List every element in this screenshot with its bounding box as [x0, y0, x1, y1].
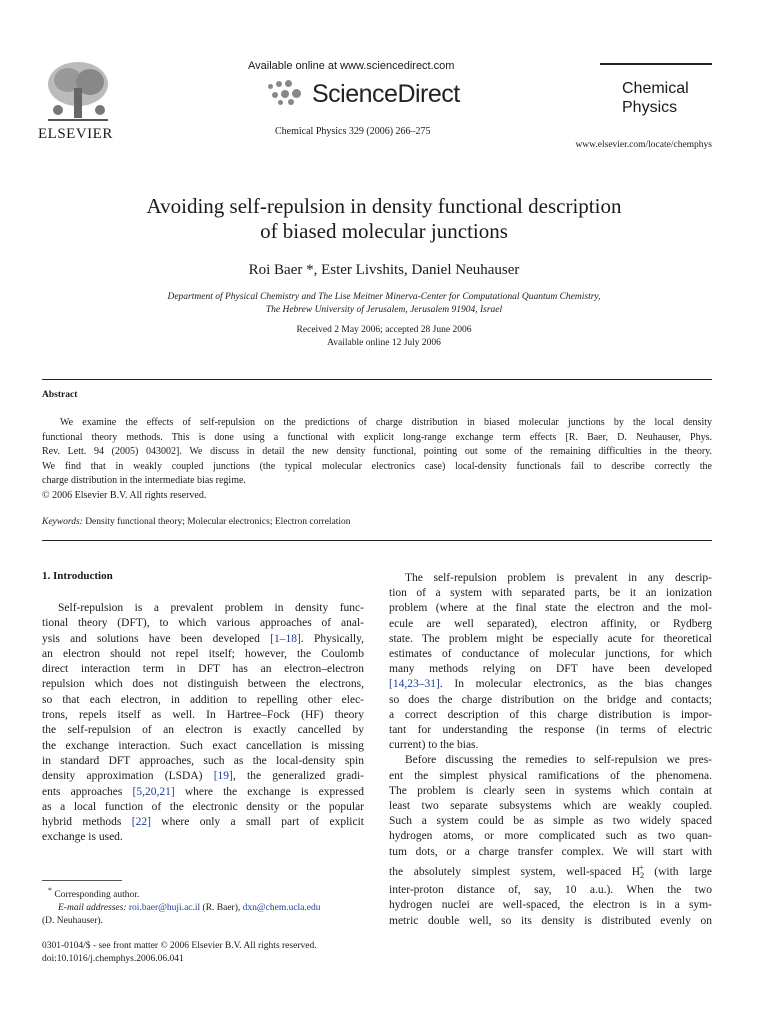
article-title-line2: of biased molecular junctions	[260, 219, 508, 243]
body-line: the absolutely simplest system, well-spaced $H_2^+$ (with large	[389, 862, 712, 880]
abstract-line: charge distribution in the intermediate bias regime.	[42, 475, 246, 486]
corresponding-label: Corresponding author.	[54, 890, 140, 901]
left-column-body	[42, 601, 364, 846]
available-date: Available online 12 July 2006	[327, 338, 441, 348]
body-line: as a local function of the electronic density or the popular	[42, 800, 364, 813]
doi-line: doi:10.1016/j.chemphys.2006.06.041	[42, 954, 184, 964]
journal-rule	[600, 63, 712, 65]
abstract-body	[42, 416, 712, 503]
article-title-line1: Avoiding self-repulsion in density functional description	[146, 194, 622, 218]
section-heading: 1. Introduction	[42, 570, 113, 582]
citation-link[interactable]: [14,23–31]	[389, 678, 440, 691]
citation-link[interactable]: [22]	[131, 816, 151, 829]
body-line: estimates of conductance of molecular junctions, for which	[389, 648, 712, 661]
email-link-neuhauser[interactable]: dxn@chem.ucla.edu	[242, 903, 321, 914]
body-line: direct interaction term in DFT has an electron–electron	[42, 663, 364, 676]
abstract-copyright: © 2006 Elsevier B.V. All rights reserved.	[42, 489, 207, 501]
body-line: a correct description of this charge distribution is impor-	[389, 708, 712, 721]
body-line: inter-proton distance of, say, 10 a.u.). When the two	[389, 884, 712, 897]
body-line: trons, repels itself as well. In Hartree–Fock (HF) theory	[42, 709, 364, 722]
body-line: Before discussing the remedies to self-repulsion we pres-	[405, 754, 712, 767]
body-line: hydrogen atoms, or more complicated such as two quan-	[389, 830, 712, 843]
sciencedirect-wordmark: ScienceDirect	[312, 80, 460, 108]
body-line: tion of a system with separated parts, be it an ionization	[389, 587, 712, 600]
body-line: The problem is clearly seen in systems which contain at	[389, 784, 712, 797]
body-line: The self-repulsion problem is prevalent in any descrip-	[405, 572, 712, 584]
footnote-emails	[42, 902, 372, 915]
abstract-line: functional theory methods. This is done using a functional with explicit long-range exchange term effects [R. Baer, D. Neuhauser, Phys.	[42, 431, 712, 443]
elsevier-tree-logo	[38, 58, 118, 128]
journal-citation: Chemical Physics 329 (2006) 266–275	[275, 126, 431, 137]
footnote-rule	[42, 880, 122, 881]
body-line: ents approaches [5,20,21] where the exchange is expressed	[42, 785, 365, 798]
footnote-corresponding	[42, 884, 372, 902]
body-line: tional theory (DFT), to which various approaches of anal-	[42, 617, 364, 630]
journal-title-line2: Physics	[622, 99, 678, 116]
email-link-baer[interactable]: roi.baer@huji.ac.il	[128, 903, 201, 914]
abstract-line: We examine the effects of self-repulsion on the predictions of charge distribution in biased molecular junctions by the local density	[60, 417, 712, 428]
body-line: an electron should not repel itself; however, the Coulomb	[42, 647, 364, 660]
body-line: least two separate subsystems which are weakly coupled.	[389, 800, 712, 813]
right-column-body	[389, 571, 712, 929]
keywords-list: Density functional theory; Molecular electronics; Electron correlation	[85, 517, 351, 527]
body-line: ysis and solutions have been developed [1–18]. Physically,	[42, 632, 365, 645]
footnote	[42, 884, 372, 928]
keywords	[42, 517, 351, 527]
issn-line: 0301-0104/$ - see front matter © 2006 Elsevier B.V. All rights reserved.	[42, 941, 317, 951]
footnote-marker: *	[48, 886, 52, 895]
body-line: Self-repulsion is a prevalent problem in density func-	[58, 602, 364, 614]
affiliation-line1: Department of Physical Chemistry and The Lise Meitner Minerva-Center for Computational Quantum Chemistry,	[167, 292, 601, 302]
body-line: many methods relying on DFT have been developed	[389, 663, 712, 676]
email-label: E-mail addresses:	[58, 903, 127, 914]
abstract-bottom-rule	[42, 540, 712, 541]
body-line: so that each electron, in addition to repelling other elec-	[42, 693, 364, 706]
body-line: hybrid methods [22] where only a small part of explicit	[42, 816, 364, 829]
body-line: density approximation (LSDA) [19], the generalized gradi-	[42, 770, 364, 783]
publisher-name: ELSEVIER	[38, 126, 113, 142]
authors: Roi Baer *, Ester Livshits, Daniel Neuhauser	[248, 262, 520, 278]
available-online-text: Available online at www.sciencedirect.com	[248, 60, 455, 72]
keywords-label: Keywords:	[42, 517, 83, 527]
received-date: Received 2 May 2006; accepted 28 June 2006	[296, 325, 472, 335]
abstract-line: Rev. Lett. 94 (2005) 043002]. We discuss in detail the new density functional, pointing out some of the remaining difficulties in the theory.	[42, 446, 712, 457]
abstract-heading: Abstract	[42, 390, 78, 400]
sciencedirect-dots-icon	[266, 80, 306, 106]
body-line: the self-repulsion of an electron is exactly cancelled by	[42, 724, 364, 737]
body-line: Such a system could be as simple as two widely spaced	[389, 815, 712, 828]
body-line: state. The problem might be especially acute for theoretical	[389, 632, 712, 645]
body-line: [14,23–31]. In molecular electronics, as the bias changes	[389, 678, 712, 691]
abstract-line: We find that in weakly coupled junctions (the typical molecular electronics case) local-density functionals fail to describe correctly the	[42, 460, 712, 472]
body-line: the exchange interaction. Such exact cancellation is missing	[42, 739, 364, 752]
abstract-top-rule	[42, 379, 712, 380]
body-line: so does the charge distribution on the bridge and contacts;	[389, 693, 712, 706]
body-line: current) to the bias.	[389, 739, 479, 752]
email-owner: (R. Baer),	[202, 903, 241, 914]
journal-title-line1: Chemical	[622, 80, 689, 97]
citation-link[interactable]: [1–18]	[270, 632, 301, 645]
front-matter	[42, 940, 382, 966]
affiliation-line2: The Hebrew University of Jerusalem, Jerusalem 91904, Israel	[265, 305, 503, 315]
body-line: problem (where at the final state the electron and the mol-	[389, 602, 712, 615]
body-line: exchange is used.	[42, 831, 123, 844]
journal-url-link[interactable]: www.elsevier.com/locate/chemphys	[575, 140, 712, 150]
body-line: tant for understanding the response (in terms of electric	[389, 724, 712, 737]
body-line: hydrogen nuclei are well-spaced, the electron is in a sym-	[389, 899, 712, 912]
body-line: ent the simplest physical ramifications of the phenomena.	[389, 769, 712, 782]
citation-link[interactable]: [5,20,21]	[132, 785, 175, 798]
body-line: tum dots, or a charge transfer complex. We will start with	[389, 845, 712, 858]
body-line: in standard DFT approaches, such as the local-density spin	[42, 754, 364, 767]
citation-link[interactable]: [19]	[213, 770, 233, 783]
email-owner: (D. Neuhauser).	[42, 916, 103, 927]
body-line: repulsion which does not distinguish between the electrons,	[42, 678, 364, 691]
body-line: metric double well, so its density is distributed evenly on	[389, 914, 712, 927]
body-line: ecule are well separated), electron affinity, or Rydberg	[389, 617, 712, 630]
